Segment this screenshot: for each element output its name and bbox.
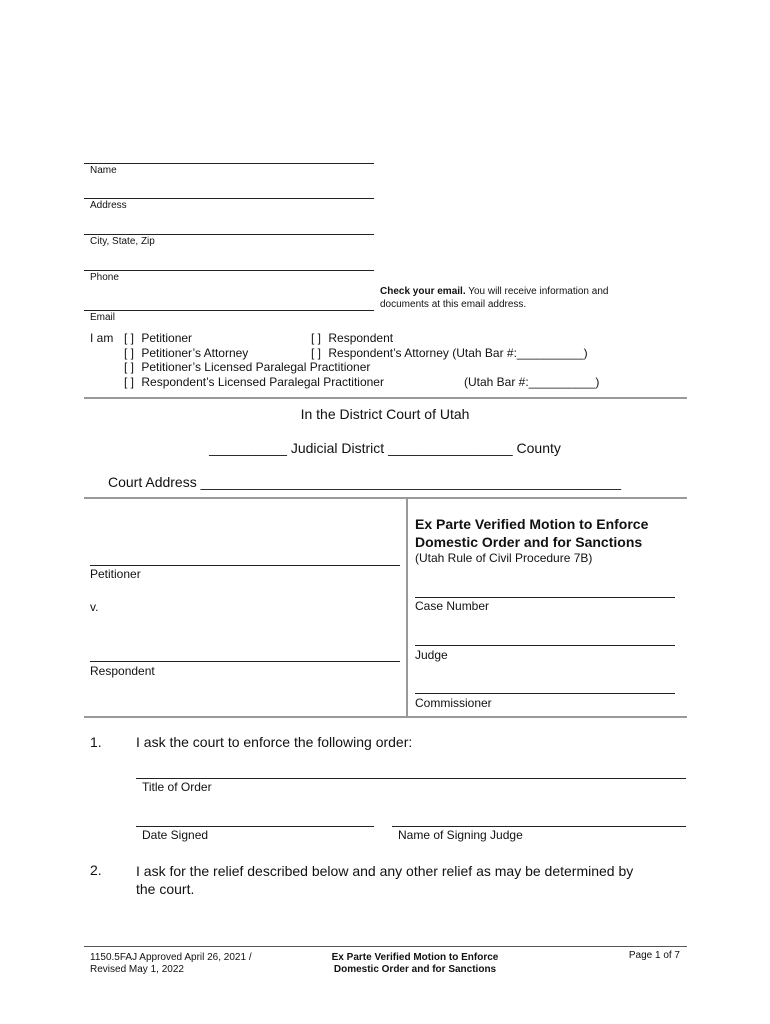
footer-title-line2: Domestic Order and for Sanctions: [333, 964, 497, 975]
motion-title-line2: Domestic Order and for Sanctions: [415, 534, 643, 550]
email-note: [380, 285, 608, 311]
checkbox-respondent-attorney[interactable]: [311, 346, 588, 360]
petitioner-label: Petitioner: [90, 567, 141, 581]
option-label: Respondent’s Licensed Paralegal Practitioner: [141, 375, 384, 389]
checkbox-box[interactable]: [ ]: [311, 331, 322, 345]
checkbox-box[interactable]: [ ]: [124, 360, 135, 374]
commissioner-label: Commissioner: [415, 696, 492, 710]
title-of-order-label: Title of Order: [142, 780, 212, 794]
checkbox-respondent[interactable]: [311, 331, 393, 345]
option-label: Petitioner: [141, 331, 193, 345]
rule-citation: (Utah Rule of Civil Procedure 7B): [415, 551, 593, 565]
phone-label: Phone: [90, 272, 119, 283]
checkbox-box[interactable]: [ ]: [311, 346, 322, 360]
option-label: Respondent’s Attorney (Utah Bar #:__________): [328, 346, 588, 360]
date-signed-label: Date Signed: [142, 828, 209, 842]
checkbox-petitioner-paralegal[interactable]: [124, 360, 370, 374]
checkbox-box[interactable]: [ ]: [124, 331, 135, 345]
petitioner-line[interactable]: [90, 565, 400, 566]
city-state-zip-line[interactable]: [84, 234, 374, 235]
item1-text: I ask the court to enforce the following order:: [136, 734, 413, 750]
court-address-line[interactable]: Court Address ______________________________________________________: [108, 474, 622, 490]
signing-judge-label: Name of Signing Judge: [398, 828, 523, 842]
footer-form-id: [90, 952, 252, 976]
commissioner-line[interactable]: [415, 693, 675, 694]
motion-title-line1: Ex Parte Verified Motion to Enforce: [415, 516, 649, 532]
option-label: Petitioner’s Attorney: [141, 346, 249, 360]
caption-bottom-border: [84, 716, 687, 718]
title-of-order-line[interactable]: [136, 778, 686, 779]
item2-text: [136, 862, 633, 898]
judge-line[interactable]: [415, 645, 675, 646]
case-number-line[interactable]: [415, 597, 675, 598]
email-line[interactable]: [84, 310, 374, 311]
role-prefix: I am: [90, 331, 114, 345]
signing-judge-line[interactable]: [392, 826, 686, 827]
court-title: In the District Court of Utah: [300, 406, 470, 422]
checkbox-petitioner-attorney[interactable]: [124, 346, 248, 360]
email-note-line2: documents at this email address.: [380, 299, 527, 310]
item1-number: 1.: [90, 734, 102, 750]
option-label: Petitioner’s Licensed Paralegal Practitioner: [141, 360, 371, 374]
paralegal-bar-number[interactable]: (Utah Bar #:__________): [464, 375, 600, 389]
item2-number: 2.: [90, 862, 102, 878]
motion-title: [415, 515, 648, 551]
name-line[interactable]: [84, 163, 374, 164]
address-line[interactable]: [84, 198, 374, 199]
name-label: Name: [90, 165, 117, 176]
respondent-label: Respondent: [90, 664, 155, 678]
footer-title: [290, 952, 540, 976]
footer-form-id-line1: 1150.5FAJ Approved April 26, 2021 /: [90, 952, 252, 963]
checkbox-box[interactable]: [ ]: [124, 375, 135, 389]
item2-text-line1: I ask for the relief described below and any other relief as may be determined by: [136, 863, 634, 879]
page-number: Page 1 of 7: [628, 950, 680, 961]
district-county-line[interactable]: __________ Judicial District ________________ County: [209, 440, 561, 456]
respondent-line[interactable]: [90, 661, 400, 662]
checkbox-box[interactable]: [ ]: [124, 346, 135, 360]
caption-divider: [406, 497, 408, 717]
email-note-bold: Check your email.: [380, 286, 466, 297]
date-signed-line[interactable]: [136, 826, 374, 827]
footer-form-id-line2: Revised May 1, 2022: [90, 964, 184, 975]
checkbox-respondent-paralegal[interactable]: [124, 375, 384, 389]
caption-top-border: [84, 497, 687, 499]
checkbox-petitioner[interactable]: [124, 331, 192, 345]
city-state-zip-label: City, State, Zip: [90, 236, 155, 247]
phone-line[interactable]: [84, 270, 374, 271]
option-label: Respondent: [328, 331, 394, 345]
email-label: Email: [90, 312, 116, 323]
item2-text-line2: the court.: [136, 881, 195, 897]
footer-rule: [84, 946, 687, 947]
email-note-rest: You will receive information and: [465, 286, 609, 297]
judge-label: Judge: [415, 648, 448, 662]
header-divider: [84, 397, 687, 399]
footer-title-line1: Ex Parte Verified Motion to Enforce: [331, 952, 499, 963]
address-label: Address: [90, 200, 127, 211]
versus-label: v.: [90, 600, 99, 614]
case-number-label: Case Number: [415, 599, 490, 613]
